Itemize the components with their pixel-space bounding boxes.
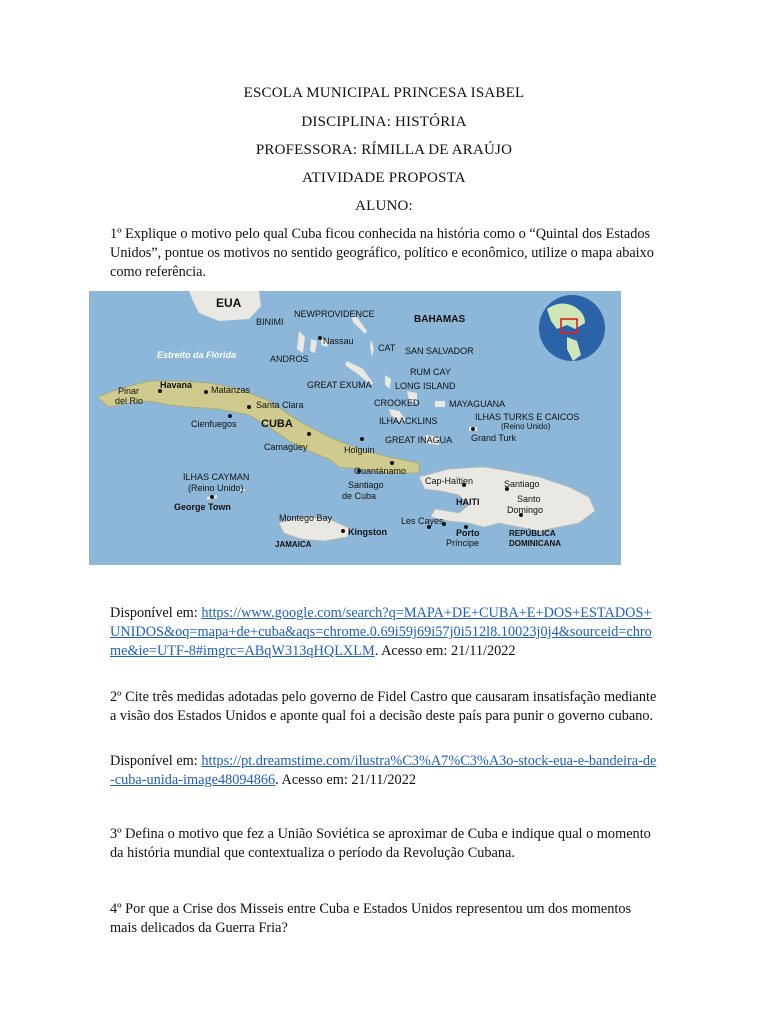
- map-label: Cap-Haïtien: [425, 476, 474, 486]
- map-label: ILHAACKLINS: [379, 416, 438, 426]
- map-label: Santo: [517, 494, 541, 504]
- source-2-suffix: . Acesso em: 21/11/2022: [275, 772, 416, 788]
- source-1-link[interactable]: https://www.google.com/search?q=MAPA+DE+CUBA+E+DOS+ESTADOS+UNIDOS&oq=mapa+de+cuba&aqs=chrome.0.69i59j69i57j0i512l8.10023j0j4&sourceid=chrome&ie=UTF-8#imgrc=ABqW313qHQLXLM: [110, 605, 652, 659]
- question-2: 2º Cite três medidas adotadas pelo governo de Fidel Castro que causaram insatisfação mediante a visão dos Estados Unidos e aponte qual foi a decisão deste país para punir o governo cubano.: [110, 689, 657, 724]
- map-label: NEWPROVIDENCE: [294, 309, 375, 319]
- map-label: Porto: [456, 528, 480, 538]
- caribbean-map: [89, 291, 621, 565]
- map-label: ILHAS CAYMAN: [183, 472, 250, 482]
- map-label: Havana: [160, 380, 193, 390]
- source-2-prefix: Disponível em:: [110, 753, 202, 769]
- map-label: Príncipe: [446, 538, 480, 548]
- question-1: 1º Explique o motivo pelo qual Cuba ficou conhecida na história como o “Quintal dos Estados Unidos”, pontue os motivos no sentido geográfico, político e econômico, utilize o mapa abaixo como referência.: [110, 226, 654, 280]
- map-label: Santa Clara: [256, 400, 304, 410]
- source-2-link[interactable]: https://pt.dreamstime.com/ilustra%C3%A7%C3%A3o-stock-eua-e-bandeira-de-cuba-unida-image48094866: [110, 753, 657, 788]
- map-label: DOMINICANA: [509, 539, 561, 548]
- map-label: del Rio: [115, 396, 144, 406]
- student-line: ALUNO:: [355, 198, 413, 214]
- map-label: REPÚBLICA: [509, 529, 556, 538]
- map-label: Grand Turk: [471, 433, 517, 443]
- map-label: RUM CAY: [410, 367, 451, 377]
- map-label: Guantánamo: [354, 466, 407, 476]
- map-label: Santiago: [504, 479, 540, 489]
- map-label: Santiago: [348, 480, 384, 490]
- map-label: CROOKED: [374, 398, 420, 408]
- map-label: (Reino Unido): [188, 483, 244, 493]
- source-2: [110, 752, 660, 790]
- map-label: EUA: [216, 296, 242, 310]
- map-label: HAITI: [456, 497, 480, 507]
- map-label: de Cuba: [342, 491, 377, 501]
- map-label: SAN SALVADOR: [405, 346, 474, 356]
- discipline: DISCIPLINA: HISTÓRIA: [301, 114, 467, 130]
- map-label: Domingo: [507, 505, 544, 515]
- map-label: Pinar: [118, 386, 140, 396]
- map-label: CAT: [378, 343, 396, 353]
- question-4: 4º Por que a Crise dos Misseis entre Cuba e Estados Unidos representou um dos momentos mais delicados da Guerra Fria?: [110, 901, 632, 936]
- map-label: Kingston: [348, 527, 387, 537]
- map-label: Montego Bay: [279, 513, 333, 523]
- activity-title: ATIVIDADE PROPOSTA: [302, 170, 466, 186]
- source-1-prefix: Disponível em:: [110, 605, 202, 621]
- teacher: PROFESSORA: RÍMILLA DE ARAÚJO: [255, 142, 513, 158]
- map-label: JAMAICA: [275, 540, 312, 549]
- source-1: [110, 604, 660, 661]
- map-label: BAHAMAS: [414, 314, 466, 325]
- map-label: GREAT EXUMA: [307, 380, 372, 390]
- source-1-suffix: . Acesso em: 21/11/2022: [374, 643, 516, 659]
- map-label: Nassau: [323, 336, 354, 346]
- map-label: Estreito da Flórida: [157, 350, 237, 360]
- question-3: 3º Defina o motivo que fez a União Soviética se aproximar de Cuba e indique qual o momento da história mundial que contextualiza o período da Revolução Cubana.: [110, 826, 651, 861]
- map-label: Matanzas: [211, 385, 251, 395]
- map-label: MAYAGUANA: [449, 399, 506, 409]
- map-label: Holguin: [344, 445, 375, 455]
- map-label: Cienfuegos: [191, 419, 237, 429]
- map-label: Camagüey: [264, 442, 308, 452]
- map-label: ANDROS: [270, 354, 309, 364]
- map-label: GREAT INAGUA: [385, 435, 453, 445]
- map-label: Les Cayes: [401, 516, 444, 526]
- map-label: ILHAS TURKS E CAICOS: [475, 412, 580, 422]
- map-label: (Reino Unido): [501, 422, 551, 431]
- map-label: CUBA: [261, 418, 293, 430]
- school-name: ESCOLA MUNICIPAL PRINCESA ISABEL: [243, 85, 525, 101]
- map-label: BINIMI: [256, 317, 284, 327]
- map-label: George Town: [174, 502, 231, 512]
- map-label: LONG ISLAND: [395, 381, 456, 391]
